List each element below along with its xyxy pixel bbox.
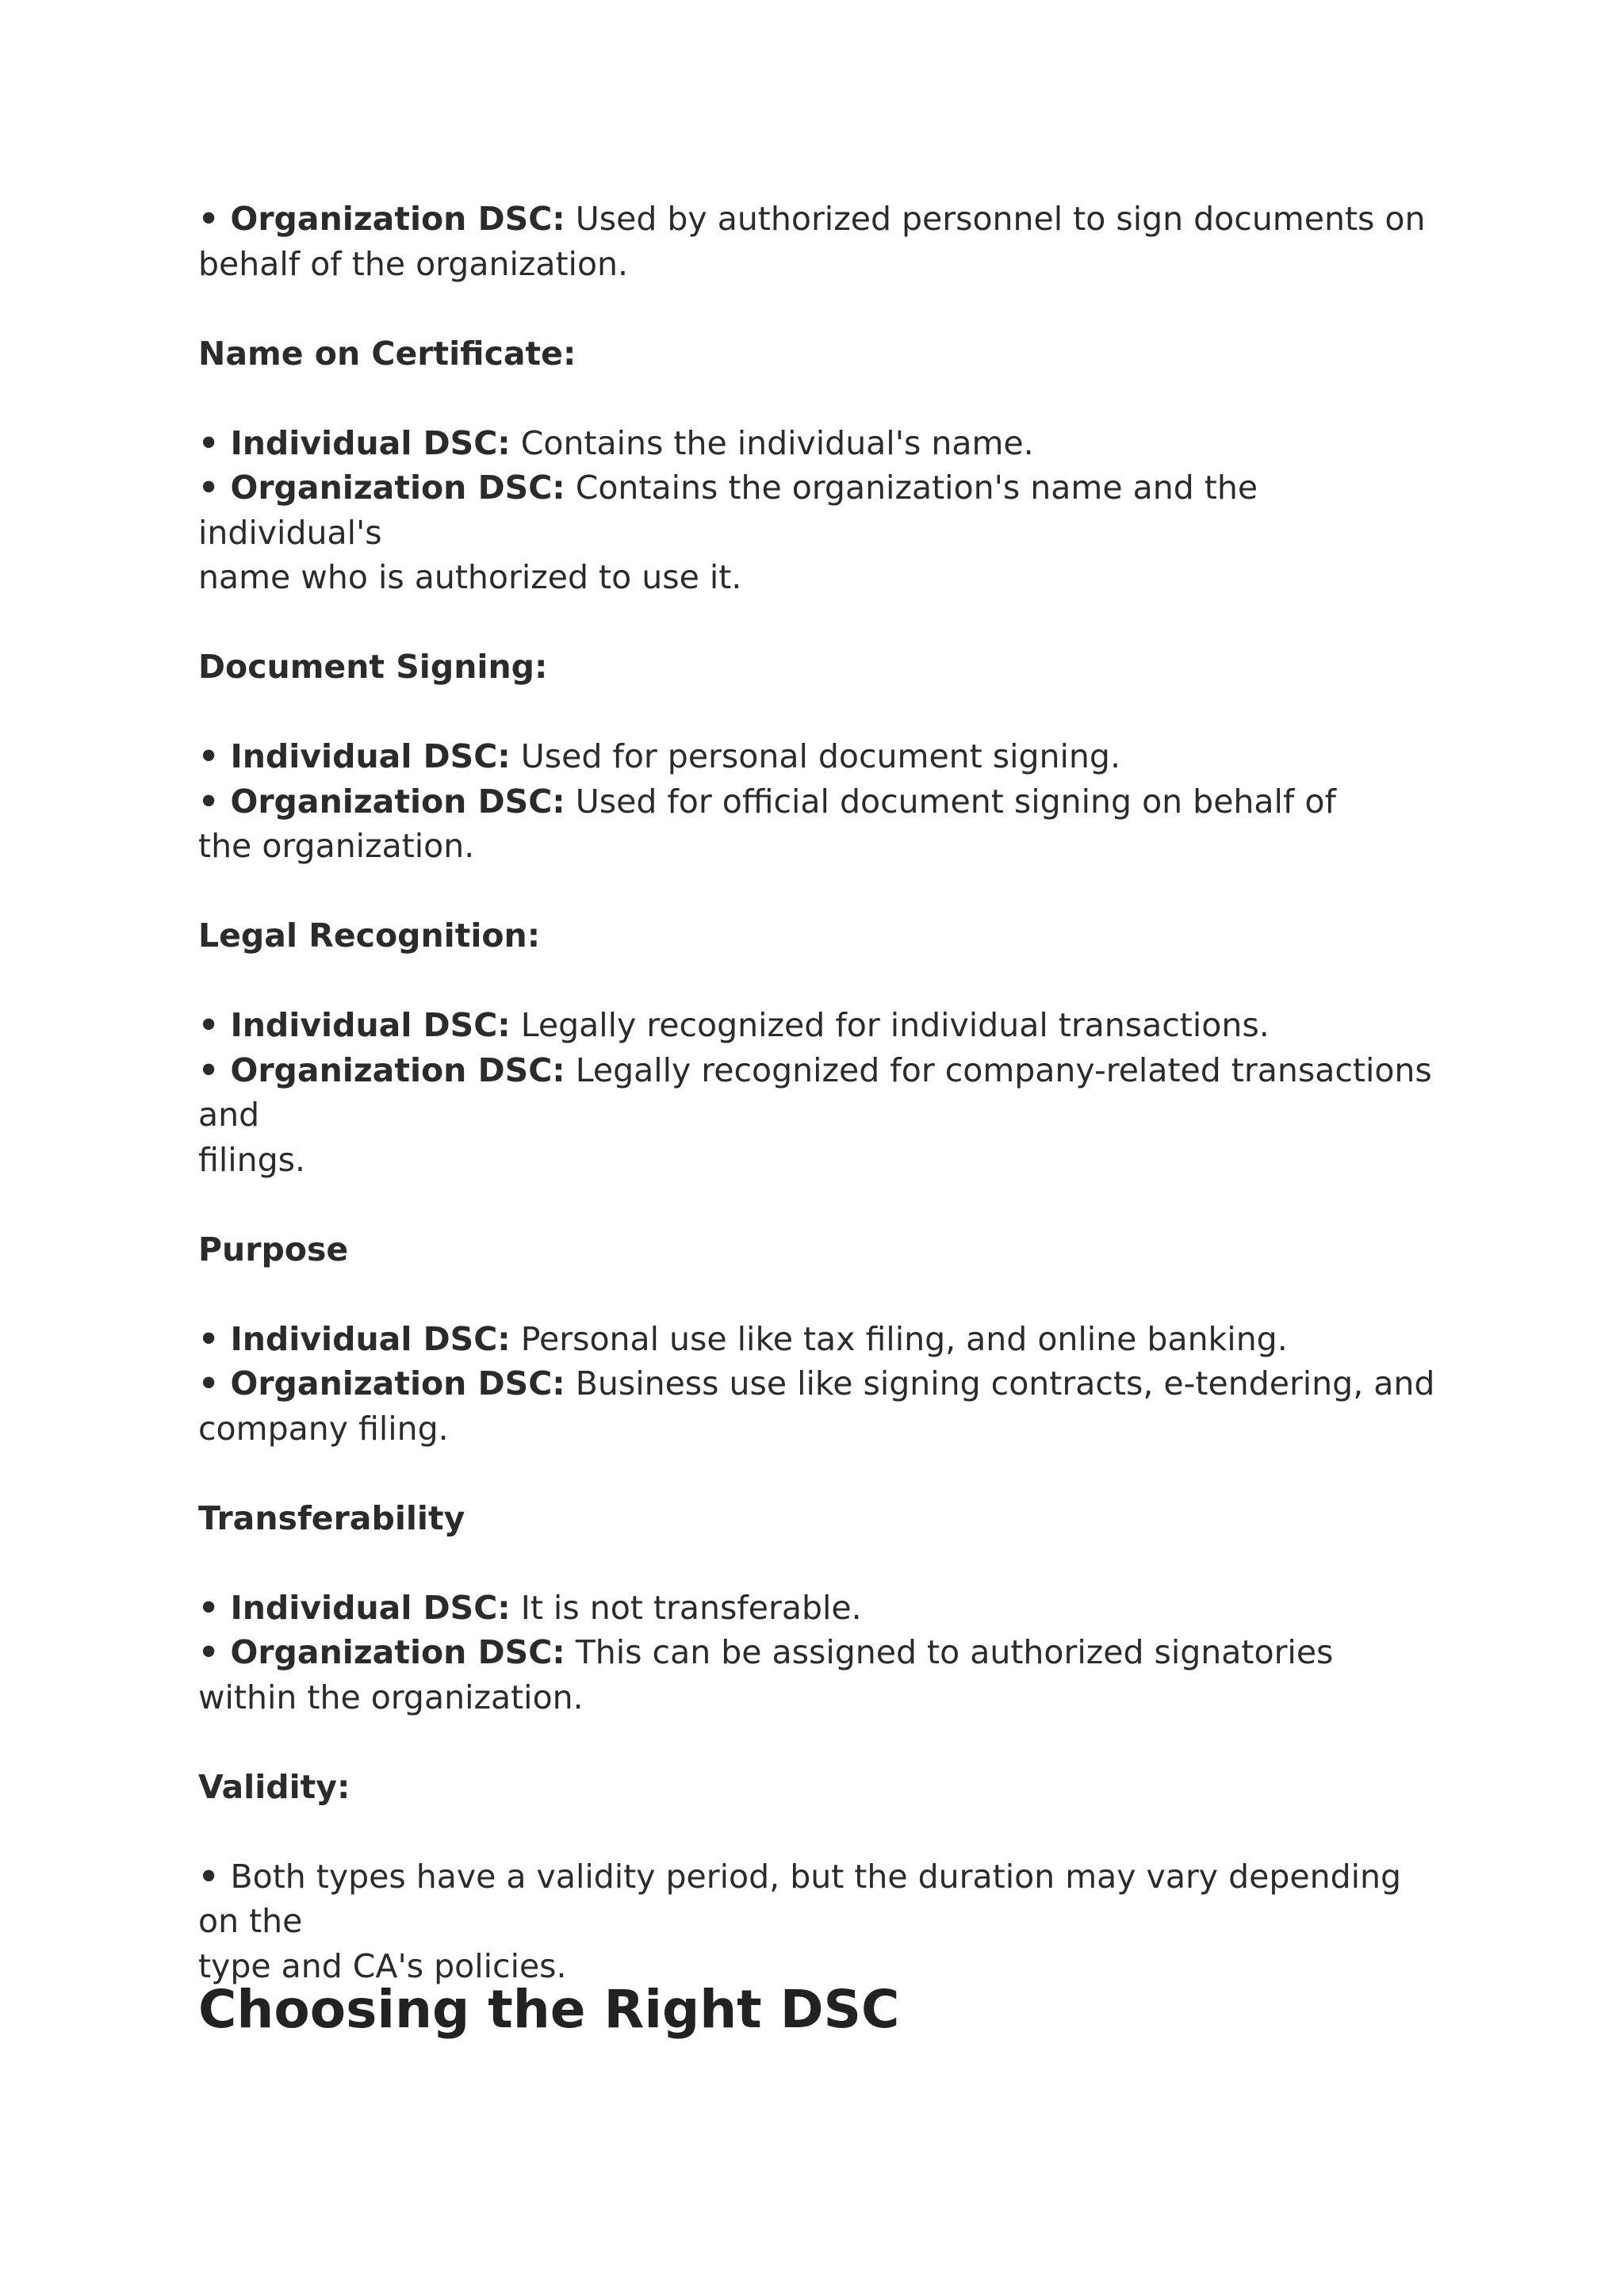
item-label: • Organization DSC: [198,1364,565,1402]
list-item-continuation: the organization. [198,827,475,865]
list-item-continuation: name who is authorized to use it. [198,558,742,596]
section-title-purpose: Purpose [198,1230,349,1269]
list-item: • Individual DSC: Used for personal document signing. [198,737,1120,775]
list-item: • Individual DSC: Personal use like tax filing, and online banking. [198,1319,1288,1358]
list-item: • Both types have a validity period, but the duration may vary depending on the [198,1857,1402,1940]
item-label: • Organization DSC: [198,469,565,507]
item-label: • Individual DSC: [198,1588,511,1627]
list-item-continuation: type and CA's policies. [198,1946,567,1985]
section-body-purpose [198,1317,1443,1452]
section-body-name-on-certificate [198,421,1443,600]
list-item: • Individual DSC: It is not transferable. [198,1588,862,1627]
section-body-transferability [198,1586,1443,1720]
section-title-legal-recognition: Legal Recognition: [198,916,541,955]
item-label: • Individual DSC: [198,1006,511,1044]
item-label: • Individual DSC: [198,423,511,462]
document-body [198,197,1443,1988]
section-body-validity [198,1854,1443,1989]
item-label: • Organization DSC: [198,1633,565,1671]
section-title-validity: Validity: [198,1767,350,1806]
list-item: • Organization DSC: Used for official document signing on behalf of [198,782,1336,821]
item-label: • Individual DSC: [198,1319,511,1358]
list-item: • Individual DSC: Legally recognized for individual transactions. [198,1006,1270,1044]
section-title-transferability: Transferability [198,1498,465,1537]
list-item: • Organization DSC: This can be assigned to authorized signatories [198,1633,1334,1671]
list-item: • Organization DSC: Business use like signing contracts, e-tendering, and [198,1364,1435,1402]
intro-bullet-label: • Organization DSC: [198,200,565,238]
list-item-continuation: filings. [198,1140,306,1179]
section-title-name-on-certificate: Name on Certificate: [198,334,576,373]
intro-line-1: • Organization DSC: Used by authorized personnel to sign documents on [198,200,1426,238]
section-title-document-signing: Document Signing: [198,648,548,686]
section-heading: Choosing the Right DSC [198,1979,900,2040]
item-label: • Organization DSC: [198,782,565,821]
item-label: • Organization DSC: [198,1050,565,1089]
list-item: • Organization DSC: Legally recognized for company-related transactions and [198,1050,1432,1134]
list-item: • Individual DSC: Contains the individual's name. [198,423,1034,462]
section-body-document-signing [198,734,1443,869]
item-label: • Individual DSC: [198,737,511,775]
list-item: • Organization DSC: Contains the organization's name and the individual's [198,469,1258,552]
intro-paragraph [198,197,1443,286]
list-item-continuation: within the organization. [198,1678,584,1716]
intro-line-2: behalf of the organization. [198,244,629,283]
item-bullet: • [198,1857,231,1896]
list-item-continuation: company filing. [198,1409,449,1448]
section-body-legal-recognition [198,1003,1443,1182]
